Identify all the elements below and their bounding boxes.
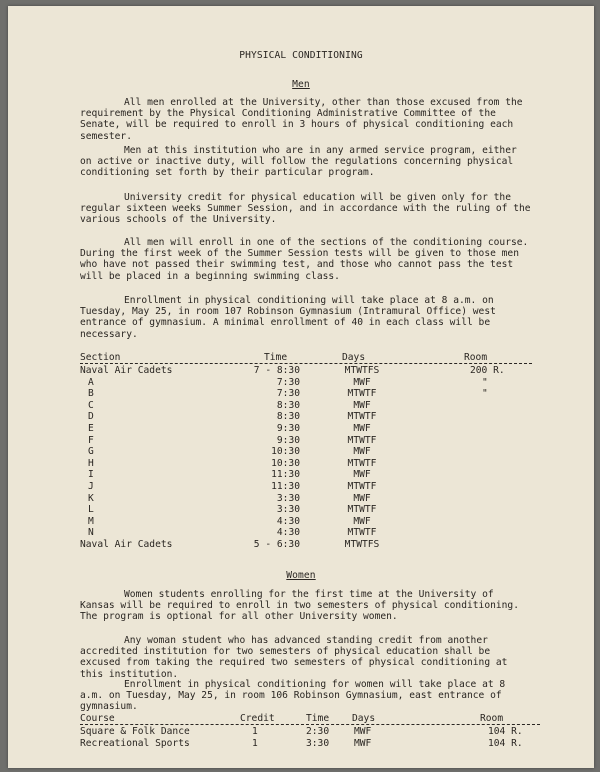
- time-cell: 10:30: [271, 446, 300, 458]
- header-section: Section: [80, 352, 121, 363]
- days-cell: MTWTF: [347, 411, 377, 423]
- header-credit: Credit: [240, 713, 275, 724]
- section-cell: H: [88, 457, 94, 469]
- table-row: [8, 388, 594, 399]
- days-cell: MTWTFS: [344, 539, 380, 550]
- section-cell: A: [88, 376, 94, 388]
- table-row: [8, 423, 594, 434]
- time-cell: 3:30: [276, 504, 300, 516]
- days-cell: MTWTF: [347, 527, 377, 539]
- section-cell: G: [88, 446, 94, 458]
- section-cell: I: [88, 469, 94, 481]
- table-row: [8, 493, 594, 504]
- women-table-header: [8, 713, 594, 724]
- days-cell: MTWTF: [347, 504, 377, 516]
- table-row: [8, 738, 594, 749]
- header-time: Time: [306, 713, 330, 724]
- time-cell: 4:30: [276, 527, 300, 539]
- days-cell: MWF: [353, 376, 371, 388]
- section-cell: L: [88, 504, 94, 516]
- time-cell: 11:30: [271, 481, 300, 492]
- document-page: [8, 6, 594, 768]
- table-row: [8, 539, 594, 550]
- credit-cell: 1: [252, 726, 258, 737]
- header-room: Room: [464, 352, 488, 363]
- table-row: [8, 435, 594, 446]
- time-cell: 11:30: [271, 469, 300, 481]
- women-paragraph-1: Women students enrolling for the first time at the University of Kansas will be required to enroll in two semesters of physical conditioning. The program is optional for all other University women.: [80, 589, 519, 623]
- men-paragraph-4: All men will enroll in one of the sections of the conditioning course. During the first week of the Summer Session tests will be given to those men who have not passed their swimming test, and those who cannot pass the test will be placed in a beginning swimming class.: [80, 237, 529, 282]
- table-row: [8, 400, 594, 411]
- men-table-header: [8, 352, 594, 363]
- room-cell: ": [482, 376, 488, 388]
- room-cell: 104 R.: [488, 737, 523, 749]
- days-cell: MTWTF: [347, 434, 377, 446]
- course-cell: Recreational Sports: [80, 737, 190, 749]
- time-cell: 9:30: [276, 423, 300, 434]
- days-cell: MTWTFS: [344, 365, 380, 376]
- section-cell: E: [88, 423, 94, 434]
- days-cell: MWF: [354, 737, 372, 749]
- time-cell: 7 - 8:30: [253, 365, 300, 376]
- section-cell: Naval Air Cadets: [80, 539, 173, 550]
- header-days: Days: [342, 352, 366, 363]
- time-cell: 9:30: [276, 434, 300, 446]
- section-cell: K: [88, 492, 94, 504]
- days-cell: MTWTF: [347, 388, 377, 400]
- table-row: [8, 516, 594, 527]
- days-cell: MTWTF: [347, 457, 377, 469]
- header-days: Days: [352, 713, 376, 724]
- table-row: [8, 504, 594, 515]
- men-paragraph-1: All men enrolled at the University, other than those excused from the requirement by the Physical Conditioning Administrative Committee of the Senate, will be required to enroll in 3 hours of physical conditioning each semester.: [80, 97, 523, 142]
- table-row: [8, 446, 594, 457]
- room-cell: ": [482, 388, 488, 400]
- days-cell: MTWTF: [347, 481, 377, 492]
- time-cell: 5 - 6:30: [253, 539, 300, 550]
- men-heading: Men: [292, 79, 310, 90]
- women-heading: Women: [286, 570, 316, 581]
- days-cell: MWF: [353, 469, 371, 481]
- section-cell: N: [88, 527, 94, 539]
- section-cell: M: [88, 515, 94, 527]
- time-cell: 8:30: [276, 411, 300, 423]
- credit-cell: 1: [252, 737, 258, 749]
- days-cell: MWF: [353, 492, 371, 504]
- women-table-rule: [80, 724, 540, 725]
- men-paragraph-5: Enrollment in physical conditioning will take place at 8 a.m. on Tuesday, May 25, in room 107 Robinson Gymnasium (Intramural Office) west entrance of gymnasium. A minimal enrollment of 40 in each class will be necessary.: [80, 295, 496, 340]
- days-cell: MWF: [353, 446, 371, 458]
- table-row: [8, 458, 594, 469]
- women-paragraph-2: Any woman student who has advanced standing credit from another accredited institution for two semesters of physical education shall be excused from taking the required two semesters of physical conditioning at this institution.: [80, 635, 508, 680]
- men-paragraph-2: Men at this institution who are in any armed service program, either on active or inactive duty, will follow the regulations concerning physical conditioning set forth by their particular program.: [80, 145, 517, 179]
- section-cell: Naval Air Cadets: [80, 365, 173, 376]
- room-cell: 104 R.: [488, 726, 523, 737]
- women-paragraph-3: Enrollment in physical conditioning for women will take place at 8 a.m. on Tuesday, May 25, in room 106 Robinson Gymnasium, east entrance of gymnasium.: [80, 679, 506, 713]
- section-cell: D: [88, 411, 94, 423]
- table-row: [8, 481, 594, 492]
- section-cell: J: [88, 481, 94, 492]
- table-row: [8, 377, 594, 388]
- table-row: [8, 365, 594, 376]
- days-cell: MWF: [354, 726, 372, 737]
- course-cell: Square & Folk Dance: [80, 726, 190, 737]
- days-cell: MWF: [353, 399, 371, 411]
- room-cell: 200 R.: [470, 365, 505, 376]
- section-cell: B: [88, 388, 94, 400]
- time-cell: 7:30: [276, 376, 300, 388]
- header-course: Course: [80, 713, 115, 724]
- time-cell: 7:30: [276, 388, 300, 400]
- table-row: [8, 469, 594, 480]
- header-time: Time: [264, 352, 288, 363]
- table-row: [8, 411, 594, 422]
- header-room: Room: [480, 713, 504, 724]
- time-cell: 10:30: [271, 457, 300, 469]
- time-cell: 3:30: [306, 737, 330, 749]
- time-cell: 2:30: [306, 726, 330, 737]
- men-paragraph-3: University credit for physical education will be given only for the regular sixteen weeks Summer Session, and in accordance with the ruling of the various schools of the University.: [80, 192, 531, 226]
- section-cell: F: [88, 434, 94, 446]
- section-cell: C: [88, 399, 94, 411]
- time-cell: 3:30: [276, 492, 300, 504]
- days-cell: MWF: [353, 515, 371, 527]
- time-cell: 4:30: [276, 515, 300, 527]
- document-title: PHYSICAL CONDITIONING: [239, 50, 363, 61]
- men-table-rule: [80, 363, 532, 364]
- table-row: [8, 726, 594, 737]
- table-row: [8, 527, 594, 538]
- days-cell: MWF: [353, 423, 371, 434]
- time-cell: 8:30: [276, 399, 300, 411]
